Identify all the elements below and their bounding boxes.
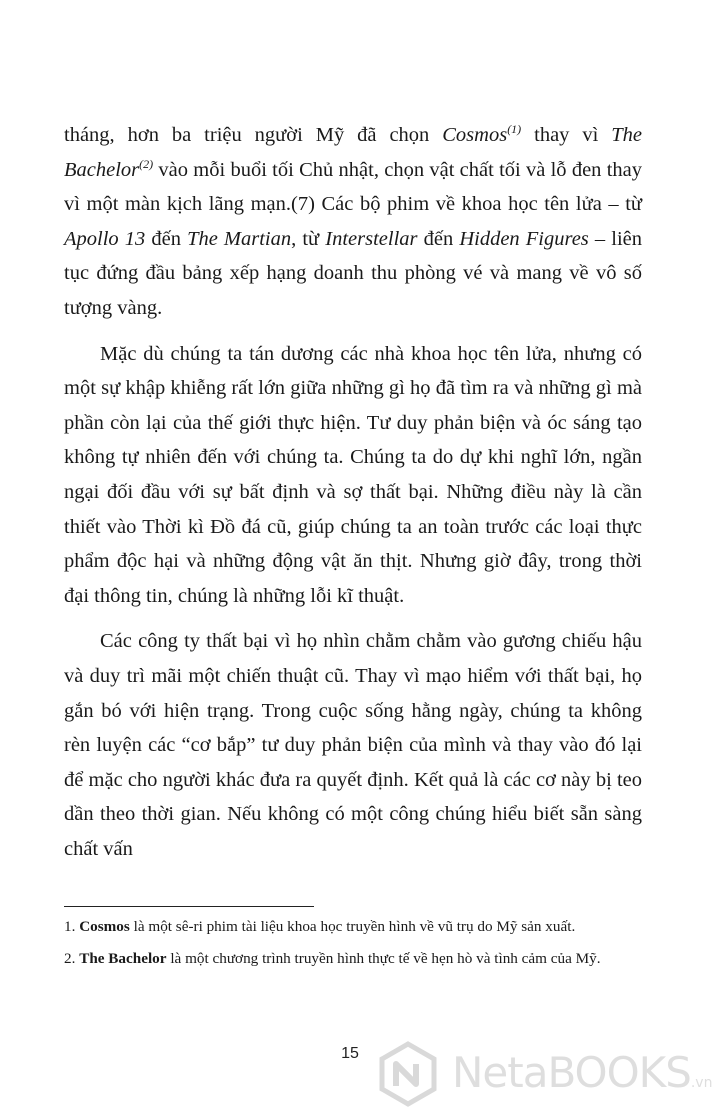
footnote-divider (64, 906, 314, 907)
watermark-brand: NetaBOOKS (452, 1048, 691, 1097)
title-hidden-figures: Hidden Figures (459, 227, 589, 250)
watermark-suffix: .vn (690, 1075, 712, 1091)
paragraph-3: Các công ty thất bại vì họ nhìn chằm chằm vào gương chiếu hậu và duy trì mãi một chiến thuật cũ. Thay vì mạo hiểm với thất bại, họ gắn bó với hiện trạng. Trong cuộc sống hằng ngày, chúng ta không rèn luyện các “cơ bắp” tư duy phản biện của mình và thay vào đó lại để mặc cho người khác đưa ra quyết định. Kết quả là các cơ này bị teo dần theo thời gian. Nếu không có một công chúng hiểu biết sẵn sàng chất vấn (64, 630, 642, 860)
text-run: đến (417, 227, 460, 250)
page-number: 15 (341, 1045, 359, 1062)
paragraph-1 (64, 118, 642, 326)
footnote-term: The Bachelor (79, 950, 167, 967)
footnote-text: là một sê-ri phim tài liệu khoa học truyền hình về vũ trụ do Mỹ sản xuất. (129, 918, 576, 935)
footnote-number: 2. (64, 950, 80, 967)
footnote-number: 1. (64, 918, 80, 935)
page-body (64, 118, 642, 866)
watermark (376, 1040, 712, 1110)
title-the-bachelor: The Bachelor (64, 124, 642, 181)
text-run: , từ (291, 227, 326, 250)
text-run: thay vì (521, 124, 612, 146)
watermark-text (452, 1048, 712, 1097)
footnotes (64, 915, 642, 979)
text-run: đến (145, 227, 188, 250)
title-apollo-13: Apollo 13 (64, 227, 146, 250)
title-interstellar: Interstellar (325, 227, 418, 250)
footnote-2 (64, 947, 642, 971)
paragraph-2: Mặc dù chúng ta tán dương các nhà khoa học tên lửa, nhưng có một sự khập khiễng rất lớn giữa những gì họ đã tìm ra và những gì mà phần còn lại của thế giới thực hiện. Tư duy phản biện và óc sáng tạo không tự nhiên đến với chúng ta. Chúng ta do dự khi nghĩ lớn, ngần ngại đối đầu với sự bất định và sợ thất bại. Những điều này là cần thiết vào Thời kì Đồ đá cũ, giúp chúng ta an toàn trước các loại thực phẩm độc hại và những động vật ăn thịt. Nhưng giờ đây, trong thời đại thông tin, chúng là những lỗi kĩ thuật. (64, 342, 642, 607)
footnote-ref-2[interactable]: (2) (139, 156, 154, 171)
title-the-martian: The Martian (187, 227, 292, 250)
footnote-text: là một chương trình truyền hình thực tế về hẹn hò và tình cảm của Mỹ. (166, 950, 601, 967)
netabooks-logo-icon (376, 1042, 440, 1106)
footnote-1 (64, 915, 642, 939)
footnote-ref-1[interactable]: (1) (507, 122, 522, 137)
text-run: vào mỗi buổi tối Chủ nhật, chọn vật chất tối và lỗ đen thay vì một màn kịch lãng mạn.(7) Các bộ phim về khoa học tên lửa – từ (64, 158, 642, 216)
text-run: tháng, hơn ba triệu người Mỹ đã chọn (64, 124, 443, 146)
footnote-term: Cosmos (79, 918, 130, 935)
text-run: – liên tục đứng đầu bảng xếp hạng doanh thu phòng vé và mang về vô số tượng vàng. (64, 227, 642, 319)
title-cosmos: Cosmos (442, 124, 508, 146)
